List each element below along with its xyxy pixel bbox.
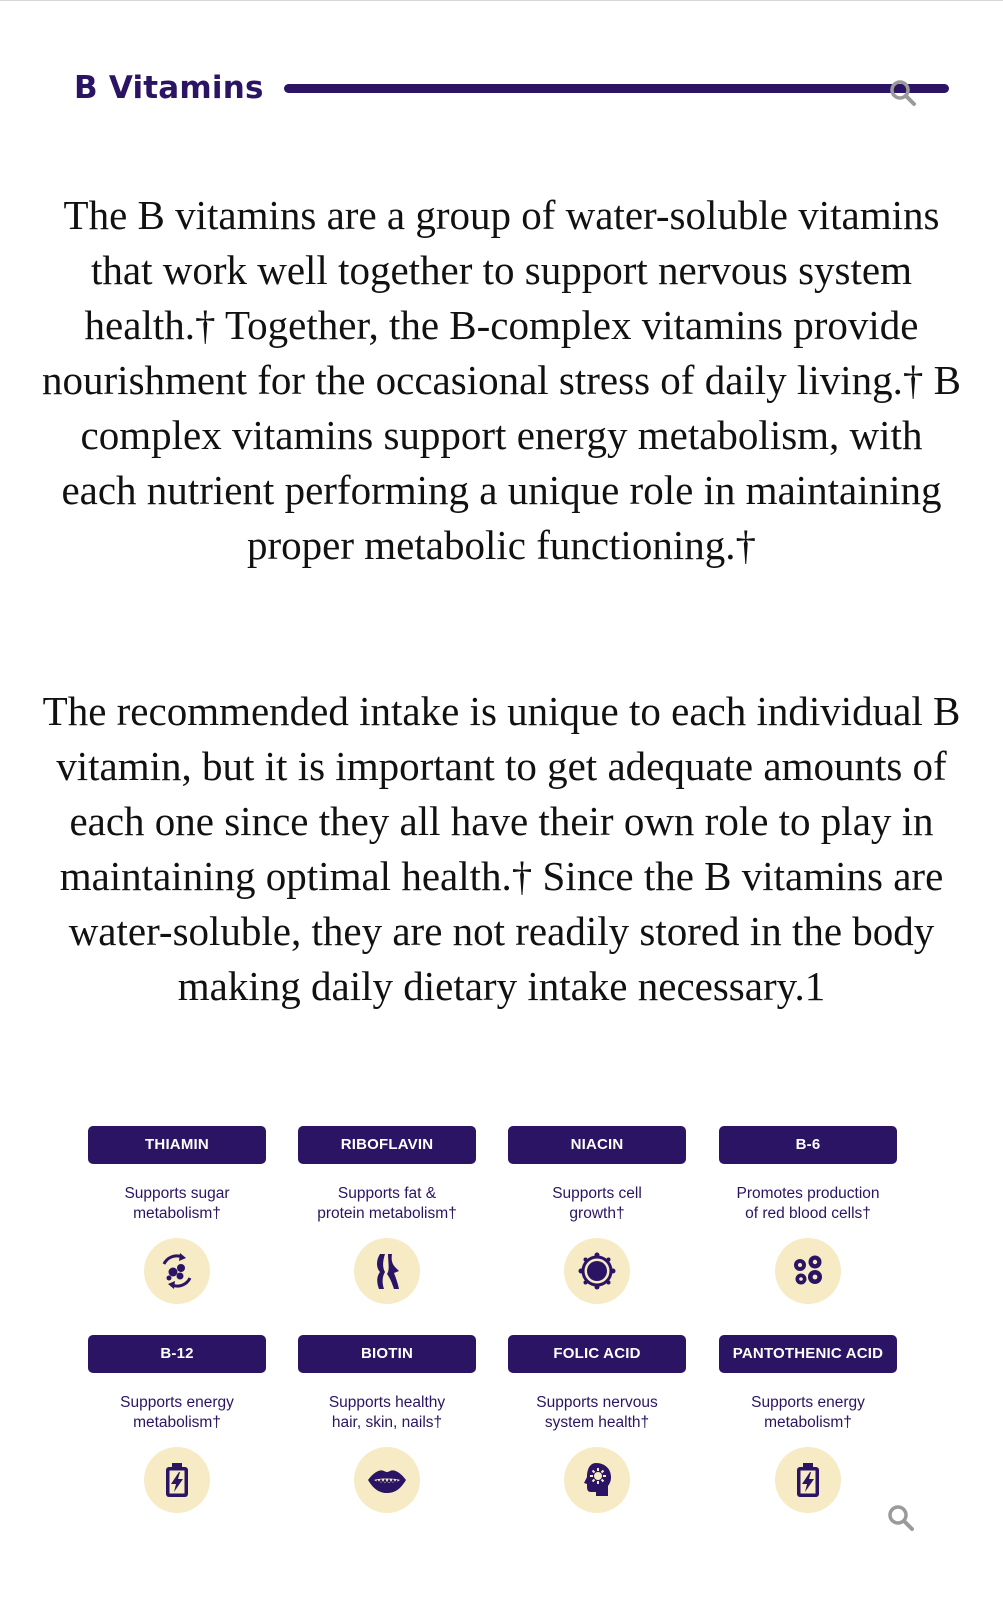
section-header (74, 68, 954, 112)
icon-circle (564, 1447, 630, 1513)
vitamin-name: PANTOTHENIC ACID (719, 1335, 897, 1373)
vitamin-description: Promotes production of red blood cells† (736, 1185, 880, 1222)
vitamin-name: FOLIC ACID (508, 1335, 686, 1373)
vitamin-description: Supports nervous system health† (536, 1394, 658, 1431)
vitamin-name: NIACIN (508, 1126, 686, 1164)
vitamin-name: B-12 (88, 1335, 266, 1373)
section-title: B Vitamins (74, 70, 264, 106)
icon-circle (144, 1447, 210, 1513)
icon-circle (564, 1238, 630, 1304)
vitamin-description: Supports energy metabolism† (751, 1394, 865, 1431)
battery-icon (156, 1459, 198, 1501)
icon-circle (144, 1238, 210, 1304)
vitamin-card-pantothenic-acid (719, 1335, 897, 1513)
vitamin-description: Supports sugar metabolism† (124, 1185, 230, 1222)
vitamin-description: Supports cell growth† (552, 1185, 642, 1222)
vitamin-card-niacin (508, 1126, 686, 1304)
search-icon[interactable] (886, 1503, 916, 1533)
vitamin-card-b6 (719, 1126, 897, 1304)
icon-circle (354, 1447, 420, 1513)
vitamin-description: Supports fat & protein metabolism† (317, 1185, 457, 1222)
intro-paragraph: The B vitamins are a group of water-soluble vitamins that work well together to support nervous system health.† Together, the B-complex vitamins provide nourishment for the occasional stress of daily living.† B complex vitamins support energy metabolism, with each nutrient performing a unique role in maintaining proper metabolic functioning.† (42, 192, 961, 568)
lips-icon (366, 1459, 408, 1501)
vitamin-description: Supports energy metabolism† (120, 1394, 234, 1431)
vitamin-card-biotin (298, 1335, 476, 1513)
search-icon[interactable] (888, 78, 918, 108)
vitamin-card-folic-acid (508, 1335, 686, 1513)
sugar-molecule-icon (156, 1250, 198, 1292)
icon-circle (775, 1447, 841, 1513)
icon-circle (354, 1238, 420, 1304)
head-brain-icon (576, 1459, 618, 1501)
intake-paragraph: The recommended intake is unique to each individual B vitamin, but it is important to get adequate amounts of each one since they all have their own role to play in maintaining optimal health.† Since the B vitamins are water-soluble, they are not readily stored in the body making daily dietary intake necessary.1 (42, 688, 961, 1009)
vitamin-card-thiamin (88, 1126, 266, 1304)
vitamin-card-riboflavin (298, 1126, 476, 1304)
battery-icon (787, 1459, 829, 1501)
vitamin-name: RIBOFLAVIN (298, 1126, 476, 1164)
header-bar (284, 84, 949, 93)
blood-cells-icon (787, 1250, 829, 1292)
muscle-icon (366, 1250, 408, 1292)
vitamin-card-b12 (88, 1335, 266, 1513)
icon-circle (775, 1238, 841, 1304)
vitamin-description: Supports healthy hair, skin, nails† (328, 1394, 446, 1431)
top-divider (0, 0, 1003, 1)
vitamin-name: THIAMIN (88, 1126, 266, 1164)
vitamin-name: B-6 (719, 1126, 897, 1164)
cell-icon (576, 1250, 618, 1292)
vitamin-name: BIOTIN (298, 1335, 476, 1373)
